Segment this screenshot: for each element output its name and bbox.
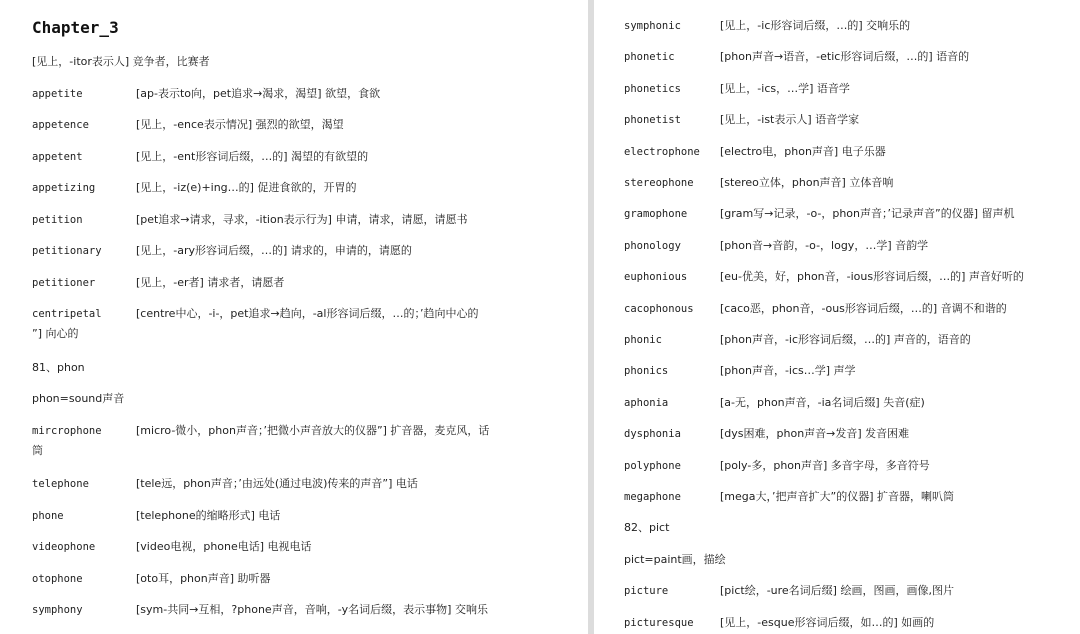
dictionary-entry	[624, 202, 1014, 226]
entry-word: appetite	[32, 87, 83, 100]
entry-definition: [见上，-ary形容词后缀，…的] 请求的，申请的，请愿的	[136, 244, 412, 257]
entry-definition: [centre中心，-i-，pet追求→趋向，-al形容词后缀，…的；’趋向中心的	[136, 307, 479, 320]
dictionary-entry	[32, 419, 489, 443]
entry-word: euphonious	[624, 271, 688, 284]
entry-definition: [pet追求→请求，寻求，-ition表示行为] 申请，请求，请愿，请愿书	[136, 212, 468, 226]
entry-word: phonics	[624, 365, 669, 378]
dictionary-entry	[32, 82, 380, 106]
dictionary-entry	[32, 208, 467, 232]
entry-definition-continued: ”] 向心的	[32, 327, 79, 340]
entry-definition: [mega大，’把声音扩大”的仪器] 扩音器，喇叭筒	[720, 490, 954, 503]
dictionary-entry	[32, 535, 312, 559]
entry-word: appetent	[32, 150, 83, 163]
entry-definition: [a-无，phon声音，-ia名词后缀] 失音(症)	[720, 395, 925, 409]
entry-definition: [electro电，phon声音] 电子乐器	[720, 144, 886, 158]
entry-word: phonetic	[624, 51, 675, 64]
entry-definition: [poly-多，phon声音] 多音字母，多音符号	[720, 458, 930, 472]
entry-definition: [stereo立体，phon声音] 立体音响	[720, 176, 894, 189]
entry-word: petitionary	[32, 245, 102, 257]
entry-word: appetizing	[32, 182, 96, 194]
entry-definition: [gram写→记录，-o-，phon声音；’记录声音”的仪器] 留声机	[720, 207, 1015, 221]
entry-word: electrophone	[624, 145, 700, 158]
entry-word: dysphonia	[624, 428, 681, 441]
entry-definition: [phon声音→语音，-etic形容词后缀，…的] 语音的	[720, 50, 970, 64]
entry-word: cacophonous	[624, 302, 694, 315]
entry-definition: [oto耳，phon声音] 助听器	[136, 571, 271, 585]
section-text: 81、phon	[32, 360, 85, 374]
dictionary-entry	[32, 302, 478, 326]
entry-definition: [sym-共同→互相，?phone声音，音响，-y名词后缀，表示事物] 交响乐	[136, 603, 488, 616]
dictionary-entry	[624, 422, 909, 446]
entry-definition: [phon声音，-ic形容词后缀，…的] 声音的，语音的	[720, 333, 971, 346]
dictionary-entry	[624, 140, 886, 164]
entry-word: appetence	[32, 119, 89, 131]
dictionary-entry	[624, 171, 893, 195]
dictionary-entry	[624, 328, 971, 352]
entry-definition: [pict绘，-ure名词后缀] 绘画，图画，画像,图片	[720, 584, 954, 598]
entry-word: gramophone	[624, 208, 688, 221]
dictionary-entry	[624, 77, 850, 101]
dictionary-entry	[624, 391, 925, 415]
entry-word: stereophone	[624, 177, 694, 189]
right-page	[594, 0, 1080, 634]
dictionary-entry	[32, 567, 271, 591]
entry-definition: [video电视，phone电话] 电视电话	[136, 540, 312, 553]
entry-definition: [phon音→音韵，-o-，logy，…学] 音韵学	[720, 238, 929, 252]
entry-definition: [见上，-ence表示情况] 强烈的欲望，渴望	[136, 118, 344, 131]
dictionary-entry	[624, 14, 910, 38]
dictionary-entry	[32, 504, 280, 528]
dictionary-entry	[624, 579, 954, 603]
dictionary-entry	[32, 472, 418, 496]
entry-word: mircrophone	[32, 424, 102, 437]
entry-definition: [见上，-iz(e)+ing…的] 促进食欲的，开胃的	[136, 181, 357, 194]
entry-word: centripetal	[32, 308, 102, 320]
entry-definition-continued: 筒	[32, 443, 43, 457]
dictionary-entry	[32, 239, 412, 263]
entry-word: aphonia	[624, 396, 669, 409]
section-text: pict=paint画，描绘	[624, 552, 726, 566]
dictionary-entry	[32, 271, 284, 295]
chapter-heading: Chapter_3	[32, 18, 119, 37]
dictionary-entry	[624, 234, 928, 258]
section-text: 82、pict	[624, 521, 670, 535]
entry-word: petition	[32, 213, 83, 226]
entry-definition: [eu-优美，好，phon音，-ious形容词后缀，…的] 声音好听的	[720, 270, 1024, 284]
entry-word: phonology	[624, 239, 681, 252]
dictionary-entry	[32, 145, 368, 169]
dictionary-entry	[624, 359, 856, 383]
entry-word: petitioner	[32, 276, 96, 289]
entry-definition: [见上，-er者] 请求者，请愿者	[136, 275, 285, 289]
entry-word: symphonic	[624, 20, 681, 32]
entry-word: picture	[624, 585, 669, 598]
dictionary-entry	[624, 454, 930, 478]
dictionary-entry	[32, 176, 356, 200]
entry-word: phonetist	[624, 114, 681, 127]
entry-definition: [见上，-ic形容词后缀，…的] 交响乐的	[720, 19, 911, 32]
entry-word: megaphone	[624, 491, 681, 503]
entry-definition: [micro-微小，phon声音；’把微小声音放大的仪器”] 扩音器，麦克风，话	[136, 423, 490, 437]
entry-word: phone	[32, 509, 64, 522]
entry-definition: [caco恶，phon音，-ous形容词后缀，…的] 音调不和谐的	[720, 301, 1007, 315]
entry-definition: [见上，-ent形容词后缀，…的] 渴望的有欲望的	[136, 149, 369, 163]
entry-word: polyphone	[624, 459, 681, 472]
dictionary-entry	[624, 45, 969, 69]
entry-word: phonic	[624, 334, 662, 346]
dictionary-entry	[624, 485, 954, 509]
entry-definition: [telephone的缩略形式] 电话	[136, 508, 281, 522]
section-text: phon=sound声音	[32, 392, 125, 405]
dictionary-entry	[32, 598, 488, 622]
entry-word: symphony	[32, 604, 83, 616]
entry-definition: [phon声音，-ics…学] 声学	[720, 364, 856, 378]
entry-word: picturesque	[624, 616, 694, 629]
entry-definition: [见上，-ics，…学] 语音学	[720, 81, 850, 95]
dictionary-entry	[624, 611, 934, 634]
dictionary-entry	[624, 265, 1024, 289]
section-text: [见上，-itor表示人] 竞争者，比赛者	[32, 55, 210, 68]
entry-word: telephone	[32, 478, 89, 490]
dictionary-entry	[32, 113, 344, 137]
entry-word: otophone	[32, 572, 83, 585]
dictionary-entry	[624, 297, 1007, 321]
entry-definition: [见上，-ist表示人] 语音学家	[720, 113, 860, 127]
entry-definition: [见上，-esque形容词后缀，如…的] 如画的	[720, 615, 935, 629]
entry-word: videophone	[32, 541, 96, 553]
entry-definition: [ap-表示to向，pet追求→渴求，渴望] 欲望，食欲	[136, 86, 381, 100]
entry-word: phonetics	[624, 82, 681, 95]
entry-definition: [dys困难，phon声音→发音] 发音困难	[720, 427, 910, 441]
dictionary-entry	[624, 108, 859, 132]
entry-definition: [tele远，phon声音；’由远处(通过电波)传来的声音”] 电话	[136, 477, 418, 490]
